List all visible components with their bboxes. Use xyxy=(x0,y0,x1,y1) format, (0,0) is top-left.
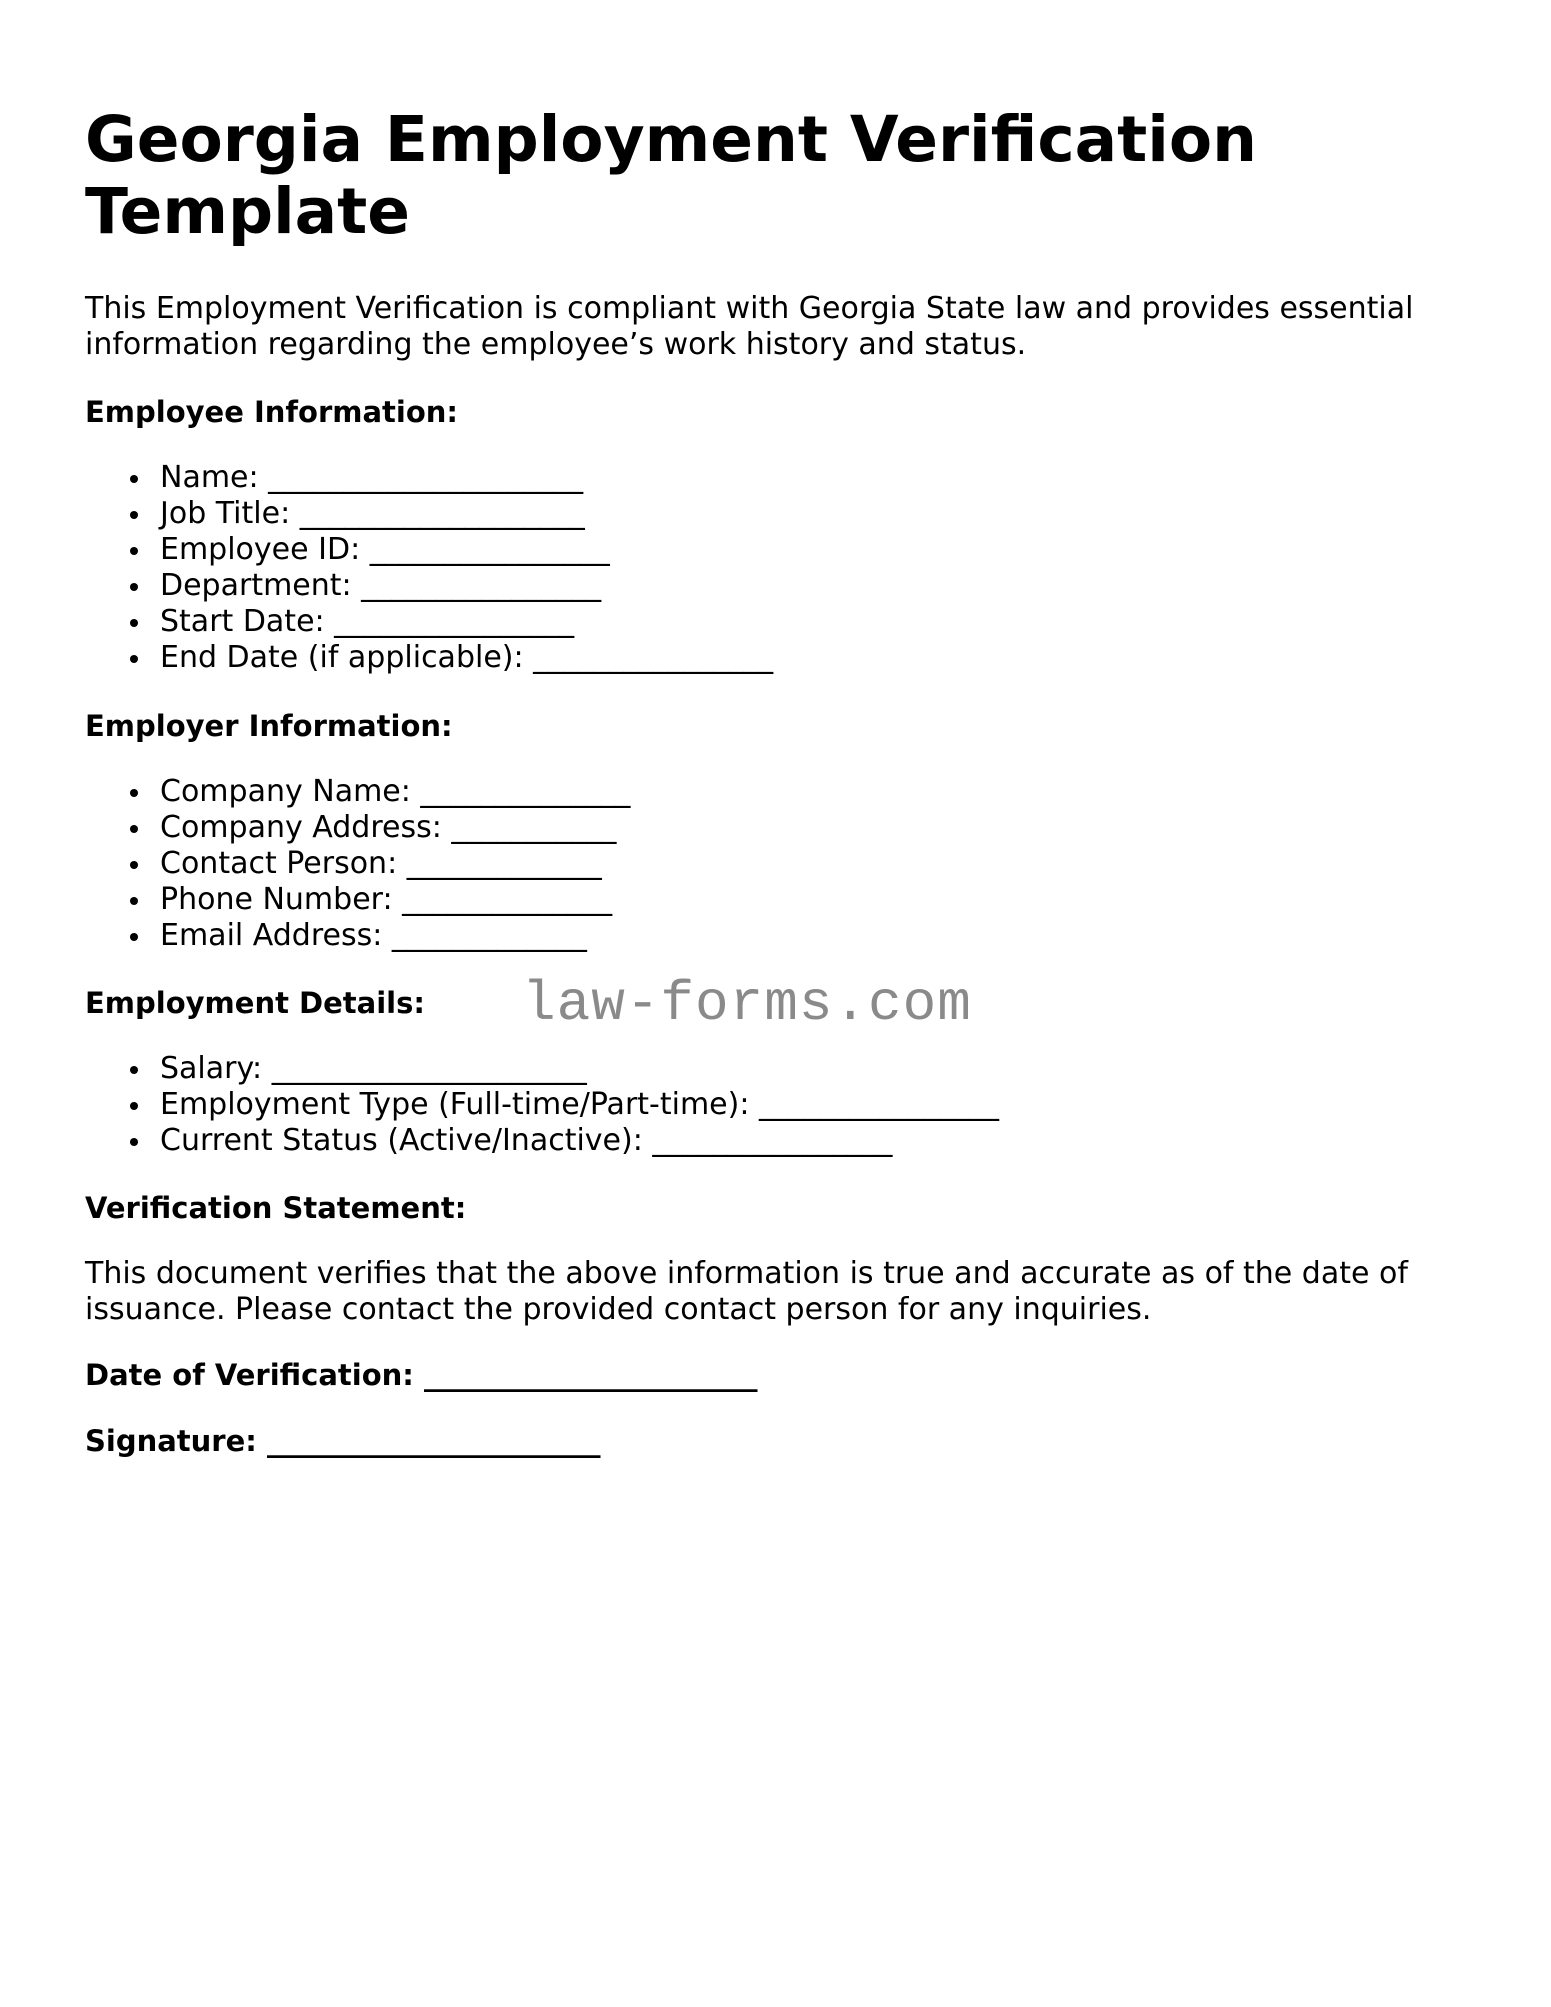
employer-info-heading: Employer Information: xyxy=(85,709,453,743)
list-item: End Date (if applicable): ________________ xyxy=(85,640,773,676)
list-item: Contact Person: _____________ xyxy=(85,846,630,882)
employment-details-heading: Employment Details: xyxy=(85,986,425,1020)
verification-statement-heading: Verification Statement: xyxy=(85,1191,467,1225)
intro-paragraph: This Employment Verification is compliant with Georgia State law and provides essential information regarding the employee’s work history and status. xyxy=(85,291,1414,362)
list-item: Salary: _____________________ xyxy=(85,1051,999,1087)
list-item: Employee ID: ________________ xyxy=(85,532,773,568)
list-item: Phone Number: ______________ xyxy=(85,882,630,918)
list-item: Company Name: ______________ xyxy=(85,774,630,810)
list-item: Department: ________________ xyxy=(85,568,773,604)
list-item: Start Date: ________________ xyxy=(85,604,773,640)
list-item: Email Address: _____________ xyxy=(85,918,630,954)
list-item: Name: _____________________ xyxy=(85,460,773,496)
verification-statement-text: This document verifies that the above information is true and accurate as of the date of issuance. Please contact the provided contact person for any inquiries. xyxy=(85,1256,1408,1327)
watermark: law-forms.com xyxy=(522,972,972,1036)
employee-info-heading: Employee Information: xyxy=(85,395,459,429)
employee-info-list xyxy=(85,460,773,676)
signature-line: Signature: _______________________ xyxy=(85,1424,601,1458)
list-item: Current Status (Active/Inactive): ________________ xyxy=(85,1123,999,1159)
list-item: Company Address: ___________ xyxy=(85,810,630,846)
document-title: Georgia Employment Verification Template xyxy=(85,103,1258,248)
date-of-verification-line: Date of Verification: _______________________ xyxy=(85,1358,758,1392)
employment-details-list xyxy=(85,1051,999,1159)
employer-info-list xyxy=(85,774,630,954)
list-item: Employment Type (Full-time/Part-time): ________________ xyxy=(85,1087,999,1123)
list-item: Job Title: ___________________ xyxy=(85,496,773,532)
